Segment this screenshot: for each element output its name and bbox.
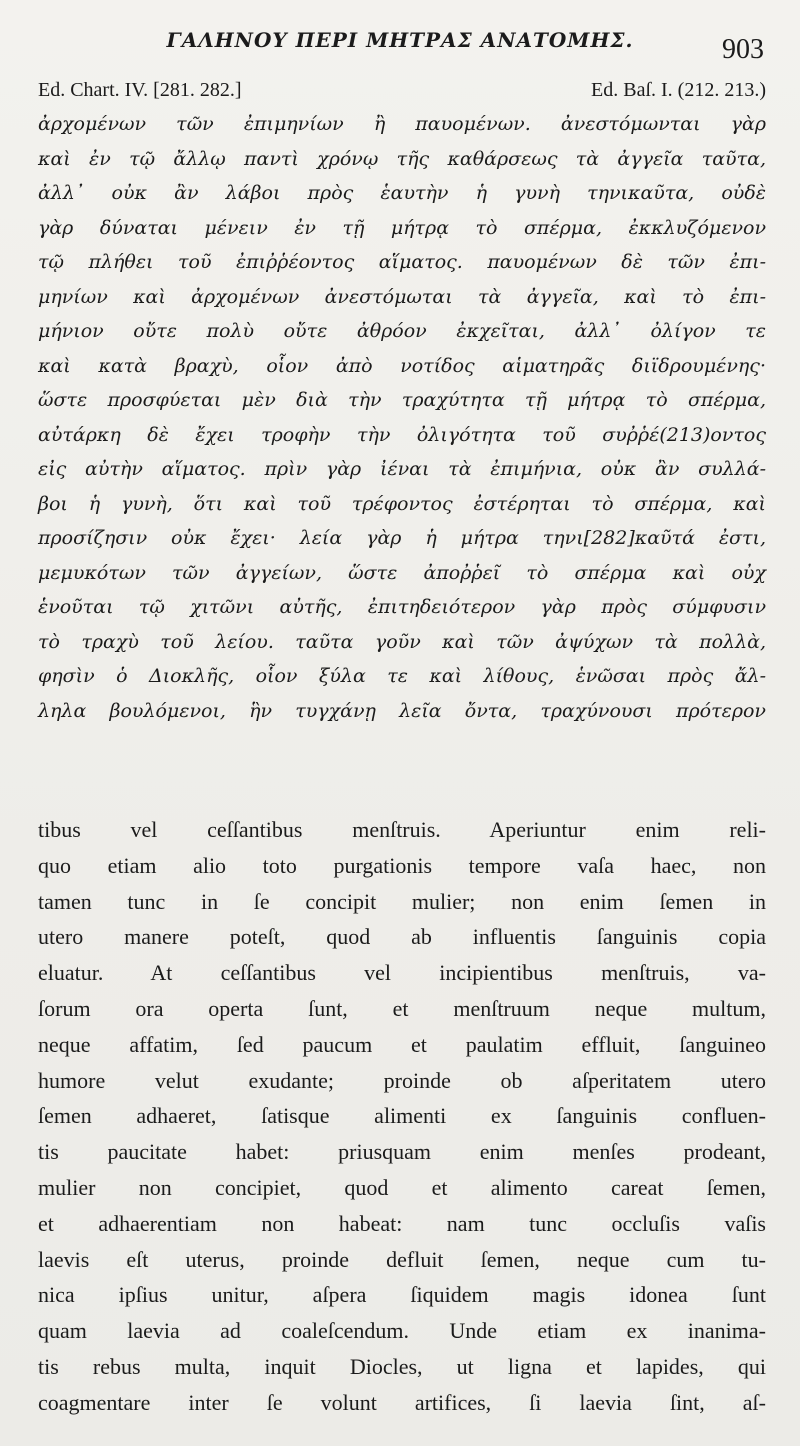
latin-line: ſemen adhaeret, ſatisque alimenti ex ſanguinis confluen- xyxy=(38,1103,766,1129)
latin-line: tamen tunc in ſe concipit mulier; non enim ſemen in xyxy=(38,888,766,914)
greek-line: ἑνοῦται τῷ χιτῶνι αὐτῆς, ἐπιτηδειότερον γὰρ πρὸς σύμφυσιν xyxy=(38,596,766,618)
latin-line: neque affatim, ſed paucum et paulatim effluit, ſanguineo xyxy=(38,1031,766,1057)
latin-line: nica ipſius unitur, aſpera ſiquidem magis idonea ſunt xyxy=(38,1282,766,1308)
running-title: ΓΑΛΗΝΟΥ ΠΕΡΙ ΜΗΤΡΑΣ ΑΝΑΤΟΜΗΣ. xyxy=(166,28,634,52)
edition-basel-ref: Ed. Baſ. I. (212. 213.) xyxy=(591,79,766,101)
latin-line: quo etiam alio toto purgationis tempore vaſa haec, non xyxy=(38,852,766,878)
latin-line: et adhaerentiam non habeat: nam tunc occluſis vaſis xyxy=(38,1210,766,1236)
latin-line: coagmentare inter ſe volunt artifices, ſi laevia ſint, aſ- xyxy=(38,1389,766,1415)
greek-line: βοι ἡ γυνὴ, ὅτι καὶ τοῦ τρέφοντος ἐστέρηται τὸ σπέρμα, καὶ xyxy=(38,492,766,515)
greek-line: ὥστε προσφύεται μὲν διὰ τὴν τραχύτητα τῇ μήτρᾳ τὸ σπέρμα, xyxy=(38,389,766,411)
page-number: 903 xyxy=(722,34,764,65)
greek-line: καὶ κατὰ βραχὺ, οἷον ἀπὸ νοτίδος αἱματηρᾶς διϊδρουμένης· xyxy=(38,354,766,377)
greek-line: ληλα βουλόμενοι, ἣν τυγχάνῃ λεῖα ὄντα, τραχύνουσι πρότερον xyxy=(38,699,766,722)
edition-reference-line xyxy=(38,79,766,102)
latin-line: eluatur. At ceſſantibus vel incipientibus menſtruis, va- xyxy=(38,960,766,986)
greek-text-block xyxy=(38,107,766,728)
greek-line: γὰρ δύναται μένειν ἐν τῇ μήτρᾳ τὸ σπέρμα, ἐκκλυζόμενον xyxy=(38,216,766,239)
latin-line: ſorum ora operta ſunt, et menſtruum neque multum, xyxy=(38,995,766,1021)
greek-line: καὶ ἐν τῷ ἄλλῳ παντὶ χρόνῳ τῆς καθάρσεως τὰ ἀγγεῖα ταῦτα, xyxy=(38,147,766,170)
greek-line: εἰς αὐτὴν αἵματος. πρὶν γὰρ ἰέναι τὰ ἐπιμήνια, οὐκ ἂν συλλά- xyxy=(38,458,766,480)
greek-line: μηνίων καὶ ἀρχομένων ἀνεστόμωται τὰ ἀγγεῖα, καὶ τὸ ἐπι- xyxy=(38,285,766,308)
latin-line: humore velut exudante; proinde ob aſperitatem utero xyxy=(38,1067,766,1093)
greek-line: ἀρχομένων τῶν ἐπιμηνίων ἢ παυομένων. ἀνεστόμωνται γὰρ xyxy=(38,113,766,135)
latin-line: mulier non concipiet, quod et alimento careat ſemen, xyxy=(38,1174,766,1200)
greek-line: φησὶν ὁ Διοκλῆς, οἷον ξύλα τε καὶ λίθους, ἑνῶσαι πρὸς ἄλ- xyxy=(38,665,766,687)
latin-line: tis rebus multa, inquit Diocles, ut ligna et lapides, qui xyxy=(38,1353,766,1379)
latin-line: quam laevia ad coaleſcendum. Unde etiam ex inanima- xyxy=(38,1318,766,1344)
greek-line: αὐτάρκη δὲ ἔχει τροφὴν τὴν ὀλιγότητα τοῦ συῤῥέ(213)οντος xyxy=(38,423,766,446)
latin-line: laevis eſt uterus, proinde defluit ſemen, neque cum tu- xyxy=(38,1246,766,1272)
greek-line: ἀλλ᾿ οὐκ ἂν λάβοι πρὸς ἑαυτὴν ἡ γυνὴ τηνικαῦτα, οὐδὲ xyxy=(38,182,766,204)
latin-line: tis paucitate habet: priusquam enim menſes prodeant, xyxy=(38,1139,766,1165)
latin-line: tibus vel ceſſantibus menſtruis. Aperiuntur enim reli- xyxy=(38,817,766,842)
greek-line: τῷ πλήθει τοῦ ἐπιῤῥέοντος αἵματος. παυομένων δὲ τῶν ἐπι- xyxy=(38,251,766,273)
latin-text-block xyxy=(38,812,766,1421)
greek-line: προσίζησιν οὐκ ἔχει· λεία γὰρ ἡ μήτρα τηνι[282]καῦτά ἐστι, xyxy=(38,527,766,549)
edition-chartier-ref: Ed. Chart. IV. [281. 282.] xyxy=(38,79,242,101)
latin-line: utero manere poteſt, quod ab influentis ſanguinis copia xyxy=(38,924,766,950)
greek-line: τὸ τραχὺ τοῦ λείου. ταῦτα γοῦν καὶ τῶν ἀψύχων τὰ πολλὰ, xyxy=(38,630,766,653)
greek-line: μεμυκότων τῶν ἀγγείων, ὥστε ἀποῤῥεῖ τὸ σπέρμα καὶ οὐχ xyxy=(38,561,766,584)
greek-line: μήνιον οὔτε πολὺ οὔτε ἀθρόον ἐκχεῖται, ἀλλ᾿ ὀλίγον τε xyxy=(38,320,766,342)
